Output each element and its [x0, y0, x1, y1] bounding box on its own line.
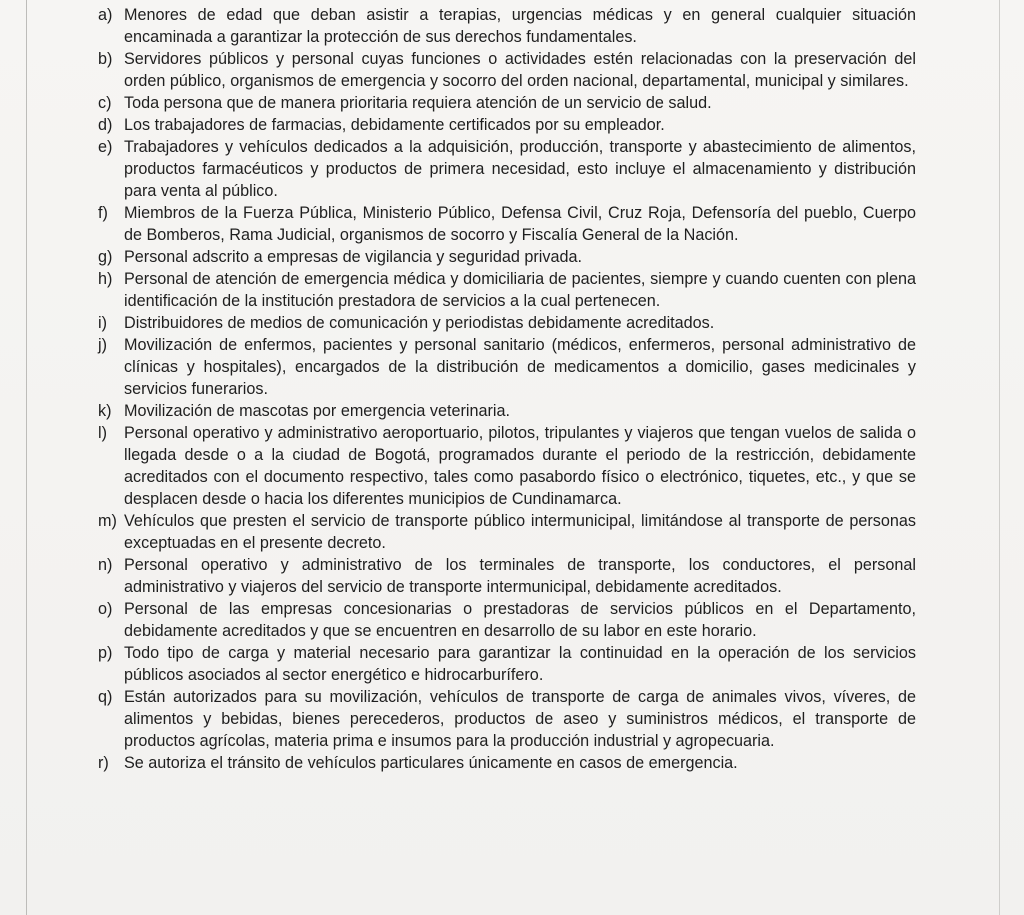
list-item-text: Personal de las empresas concesionarias o prestadoras de servicios públicos en el Departamento, debidamente acreditados y que se encuentren en desarrollo de su labor en este horario. [124, 600, 916, 640]
exception-list [98, 4, 916, 774]
list-item-text: Movilización de mascotas por emergencia veterinaria. [124, 402, 510, 420]
list-item-text: Personal operativo y administrativo aeroportuario, pilotos, tripulantes y viajeros que tengan vuelos de salida o llegada desde o a la ciudad de Bogotá, programados durante el periodo de la restricción, debidamente acreditados con el documento respectivo, tales como pasabordo físico o electrónico, tiquetes, etc., y que se desplacen desde o hacia los diferentes municipios de Cundinamarca. [124, 424, 916, 508]
list-item-marker: m) [98, 512, 117, 530]
list-item [98, 246, 916, 268]
list-item [98, 510, 916, 554]
list-item-marker: n) [98, 556, 113, 574]
list-item [98, 752, 916, 774]
list-item-marker: i) [98, 314, 107, 332]
list-item [98, 92, 916, 114]
list-item [98, 4, 916, 48]
list-item-text: Toda persona que de manera prioritaria requiera atención de un servicio de salud. [124, 94, 712, 112]
list-item-marker: b) [98, 50, 113, 68]
list-item-marker: e) [98, 138, 113, 156]
list-item [98, 598, 916, 642]
list-item [98, 268, 916, 312]
list-item-marker: p) [98, 644, 113, 662]
list-item-text: Personal de atención de emergencia médica y domiciliaria de pacientes, siempre y cuando cuenten con plena identificación de la institución prestadora de servicios a la cual pertenecen. [124, 270, 916, 310]
list-item-marker: r) [98, 754, 109, 772]
list-item-marker: g) [98, 248, 113, 266]
list-item-text: Personal operativo y administrativo de los terminales de transporte, los conductores, el personal administrativo y viajeros del servicio de transporte intermunicipal, debidamente acreditados. [124, 556, 916, 596]
list-item-marker: f) [98, 204, 108, 222]
list-item-text: Trabajadores y vehículos dedicados a la adquisición, producción, transporte y abastecimiento de alimentos, productos farmacéuticos y productos de primera necesidad, esto incluye el almacenamiento y distribución para venta al público. [124, 138, 916, 200]
list-item [98, 686, 916, 752]
list-item [98, 114, 916, 136]
list-item-text: Todo tipo de carga y material necesario para garantizar la continuidad en la operación de los servicios públicos asociados al sector energético e hidrocarburífero. [124, 644, 916, 684]
list-item-marker: a) [98, 6, 113, 24]
list-item-text: Personal adscrito a empresas de vigilancia y seguridad privada. [124, 248, 582, 266]
list-item-text: Distribuidores de medios de comunicación y periodistas debidamente acreditados. [124, 314, 715, 332]
page-border-left [26, 0, 27, 915]
list-item [98, 48, 916, 92]
page-border-right [999, 0, 1000, 915]
list-item-text: Los trabajadores de farmacias, debidamente certificados por su empleador. [124, 116, 665, 134]
list-item-marker: j) [98, 336, 107, 354]
list-item [98, 136, 916, 202]
list-item-text: Movilización de enfermos, pacientes y personal sanitario (médicos, enfermeros, personal administrativo de clínicas y hospitales), encargados de la distribución de medicamentos a domicilio, gases medicinales y servicios funerarios. [124, 336, 916, 398]
list-item [98, 422, 916, 510]
list-item-text: Vehículos que presten el servicio de transporte público intermunicipal, limitándose al transporte de personas exceptuadas en el presente decreto. [124, 512, 916, 552]
list-item-marker: h) [98, 270, 113, 288]
list-item-text: Están autorizados para su movilización, vehículos de transporte de carga de animales vivos, víveres, de alimentos y bebidas, bienes perecederos, productos de aseo y suministros médicos, el transporte de productos agrícolas, materia prima e insumos para la producción industrial y agropecuaria. [124, 688, 916, 750]
list-item-marker: q) [98, 688, 113, 706]
list-item-marker: c) [98, 94, 112, 112]
list-item-text: Servidores públicos y personal cuyas funciones o actividades estén relacionadas con la preservación del orden público, organismos de emergencia y socorro del orden nacional, departamental, municipal y similares. [124, 50, 916, 90]
list-item-text: Miembros de la Fuerza Pública, Ministerio Público, Defensa Civil, Cruz Roja, Defensoría del pueblo, Cuerpo de Bomberos, Rama Judicial, organismos de socorro y Fiscalía General de la Nación. [124, 204, 916, 244]
list-item-text: Menores de edad que deban asistir a terapias, urgencias médicas y en general cualquier situación encaminada a garantizar la protección de sus derechos fundamentales. [124, 6, 916, 46]
list-item [98, 554, 916, 598]
list-item-marker: d) [98, 116, 113, 134]
list-item [98, 202, 916, 246]
list-item-text: Se autoriza el tránsito de vehículos particulares únicamente en casos de emergencia. [124, 754, 738, 772]
list-item [98, 400, 916, 422]
list-item [98, 312, 916, 334]
list-item-marker: l) [98, 424, 107, 442]
list-item [98, 642, 916, 686]
list-item-marker: k) [98, 402, 112, 420]
list-item-marker: o) [98, 600, 113, 618]
list-item [98, 334, 916, 400]
